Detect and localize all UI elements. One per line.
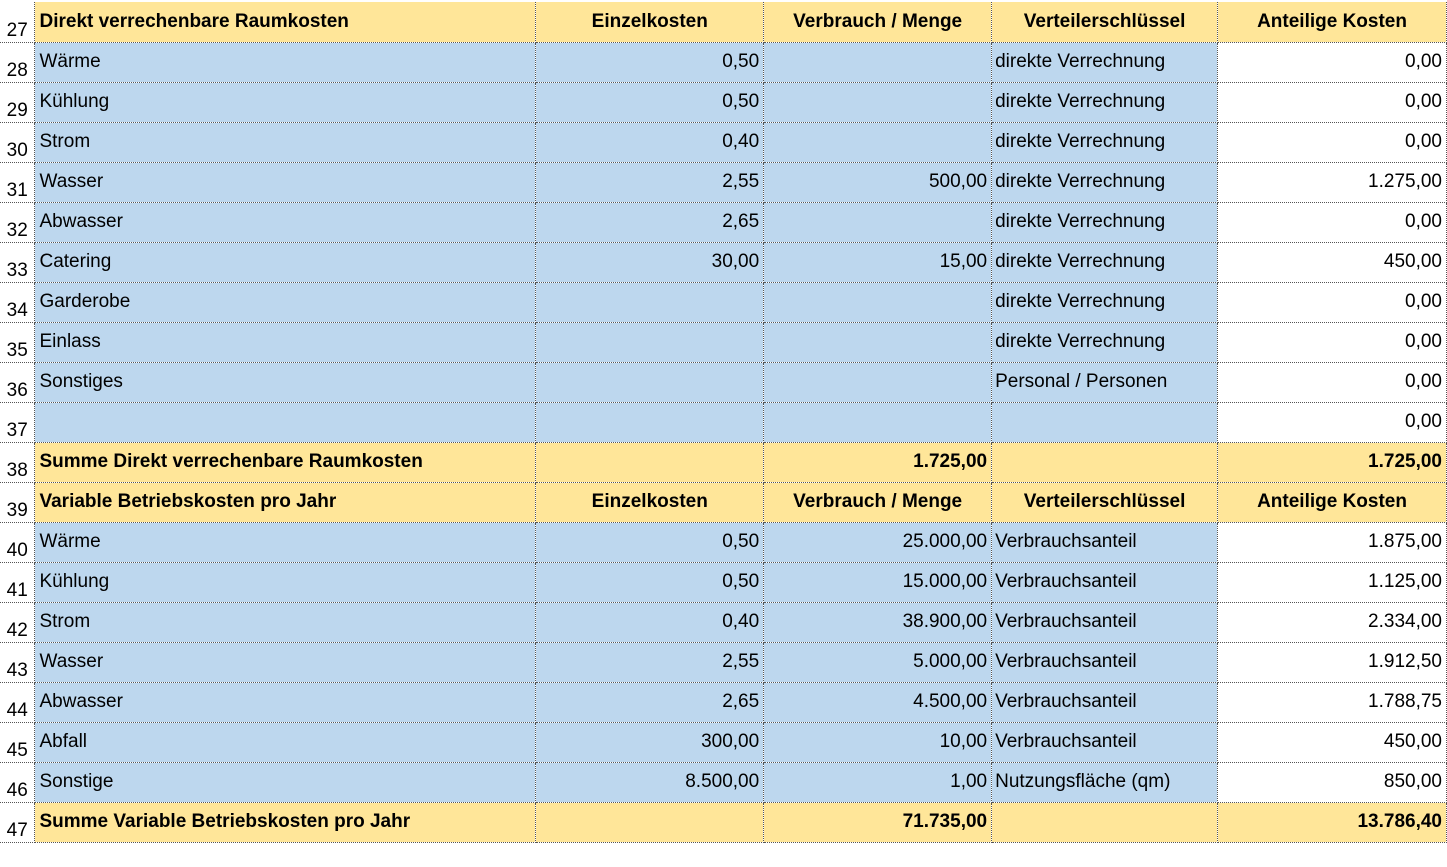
einzelkosten-cell[interactable]: [536, 282, 764, 322]
column-header-verbrauch-menge[interactable]: Verbrauch / Menge: [764, 2, 992, 42]
anteilige-kosten-cell[interactable]: 0,00: [1218, 362, 1447, 402]
table-row: [0, 362, 1447, 402]
column-header-verteilerschluessel[interactable]: Verteilerschlüssel: [992, 2, 1218, 42]
einzelkosten-cell[interactable]: 30,00: [536, 242, 764, 282]
row-number[interactable]: 41: [0, 562, 35, 602]
verbrauch-menge-cell[interactable]: 500,00: [764, 162, 992, 202]
cost-table-body: [0, 2, 1447, 842]
anteilige-kosten-cell[interactable]: 0,00: [1218, 402, 1447, 442]
column-header-anteilige-kosten[interactable]: Anteilige Kosten: [1218, 2, 1447, 42]
sum-verbrauch-menge-cell[interactable]: 71.735,00: [764, 802, 992, 842]
cost-label-cell[interactable]: Strom: [35, 602, 536, 642]
sum-row: [0, 442, 1447, 482]
verbrauch-menge-cell[interactable]: [764, 362, 992, 402]
section-title-cell[interactable]: Variable Betriebskosten pro Jahr: [35, 482, 536, 522]
cost-table: [0, 2, 1447, 843]
verteilerschluessel-cell[interactable]: Verbrauchsanteil: [992, 722, 1218, 762]
anteilige-kosten-cell[interactable]: 0,00: [1218, 322, 1447, 362]
einzelkosten-cell[interactable]: 0,50: [536, 522, 764, 562]
verteilerschluessel-cell[interactable]: direkte Verrechnung: [992, 202, 1218, 242]
verbrauch-menge-cell[interactable]: 5.000,00: [764, 642, 992, 682]
einzelkosten-cell[interactable]: [536, 362, 764, 402]
anteilige-kosten-cell[interactable]: 0,00: [1218, 82, 1447, 122]
table-row: [0, 762, 1447, 802]
table-row: [0, 722, 1447, 762]
anteilige-kosten-cell[interactable]: 850,00: [1218, 762, 1447, 802]
cost-label-cell[interactable]: Sonstige: [35, 762, 536, 802]
row-number[interactable]: 35: [0, 322, 35, 362]
sum-label-cell[interactable]: Summe Direkt verrechenbare Raumkosten: [35, 442, 536, 482]
anteilige-kosten-cell[interactable]: 0,00: [1218, 122, 1447, 162]
table-row: [0, 562, 1447, 602]
verbrauch-menge-cell[interactable]: 15.000,00: [764, 562, 992, 602]
cost-label-cell[interactable]: Kühlung: [35, 82, 536, 122]
cost-label-cell[interactable]: Wärme: [35, 522, 536, 562]
verteilerschluessel-cell[interactable]: direkte Verrechnung: [992, 162, 1218, 202]
einzelkosten-cell[interactable]: 0,50: [536, 42, 764, 82]
verbrauch-menge-cell[interactable]: 4.500,00: [764, 682, 992, 722]
table-row: [0, 42, 1447, 82]
cost-label-cell[interactable]: Einlass: [35, 322, 536, 362]
anteilige-kosten-cell[interactable]: 2.334,00: [1218, 602, 1447, 642]
verbrauch-menge-cell[interactable]: 1,00: [764, 762, 992, 802]
cost-label-cell[interactable]: [35, 402, 536, 442]
verteilerschluessel-cell[interactable]: Verbrauchsanteil: [992, 682, 1218, 722]
anteilige-kosten-cell[interactable]: 1.912,50: [1218, 642, 1447, 682]
verbrauch-menge-cell[interactable]: 15,00: [764, 242, 992, 282]
table-row: [0, 122, 1447, 162]
empty-cell[interactable]: [536, 802, 764, 842]
section-header-row: [0, 2, 1447, 42]
row-number[interactable]: 38: [0, 442, 35, 482]
cost-label-cell[interactable]: Sonstiges: [35, 362, 536, 402]
row-number[interactable]: 45: [0, 722, 35, 762]
verteilerschluessel-cell[interactable]: Verbrauchsanteil: [992, 522, 1218, 562]
column-header-verteilerschluessel[interactable]: Verteilerschlüssel: [992, 482, 1218, 522]
row-number[interactable]: 42: [0, 602, 35, 642]
table-row: [0, 602, 1447, 642]
verbrauch-menge-cell[interactable]: [764, 122, 992, 162]
row-number[interactable]: 36: [0, 362, 35, 402]
verbrauch-menge-cell[interactable]: 38.900,00: [764, 602, 992, 642]
row-number[interactable]: 30: [0, 122, 35, 162]
row-number[interactable]: 33: [0, 242, 35, 282]
einzelkosten-cell[interactable]: 2,55: [536, 162, 764, 202]
verteilerschluessel-cell[interactable]: Personal / Personen: [992, 362, 1218, 402]
cost-label-cell[interactable]: Wasser: [35, 642, 536, 682]
section-header-row: [0, 482, 1447, 522]
verteilerschluessel-cell[interactable]: direkte Verrechnung: [992, 322, 1218, 362]
row-number[interactable]: 39: [0, 482, 35, 522]
column-header-einzelkosten[interactable]: Einzelkosten: [536, 2, 764, 42]
sum-label-cell[interactable]: Summe Variable Betriebskosten pro Jahr: [35, 802, 536, 842]
verbrauch-menge-cell[interactable]: [764, 42, 992, 82]
verbrauch-menge-cell[interactable]: [764, 322, 992, 362]
row-number[interactable]: 28: [0, 42, 35, 82]
column-header-anteilige-kosten[interactable]: Anteilige Kosten: [1218, 482, 1447, 522]
empty-cell[interactable]: [992, 442, 1218, 482]
verteilerschluessel-cell[interactable]: [992, 402, 1218, 442]
cost-label-cell[interactable]: Kühlung: [35, 562, 536, 602]
sum-anteilige-kosten-cell[interactable]: 1.725,00: [1218, 442, 1447, 482]
einzelkosten-cell[interactable]: 2,55: [536, 642, 764, 682]
anteilige-kosten-cell[interactable]: 450,00: [1218, 242, 1447, 282]
row-number[interactable]: 27: [0, 2, 35, 42]
verbrauch-menge-cell[interactable]: [764, 202, 992, 242]
verteilerschluessel-cell[interactable]: Verbrauchsanteil: [992, 602, 1218, 642]
cost-label-cell[interactable]: Wasser: [35, 162, 536, 202]
einzelkosten-cell[interactable]: 0,40: [536, 122, 764, 162]
cost-label-cell[interactable]: Abwasser: [35, 202, 536, 242]
row-number[interactable]: 47: [0, 802, 35, 842]
column-header-verbrauch-menge[interactable]: Verbrauch / Menge: [764, 482, 992, 522]
empty-cell[interactable]: [992, 802, 1218, 842]
sum-verbrauch-menge-cell[interactable]: 1.725,00: [764, 442, 992, 482]
row-number[interactable]: 29: [0, 82, 35, 122]
anteilige-kosten-cell[interactable]: 1.275,00: [1218, 162, 1447, 202]
column-header-einzelkosten[interactable]: Einzelkosten: [536, 482, 764, 522]
table-row: [0, 642, 1447, 682]
table-row: [0, 242, 1447, 282]
cost-label-cell[interactable]: Abwasser: [35, 682, 536, 722]
einzelkosten-cell[interactable]: 0,40: [536, 602, 764, 642]
einzelkosten-cell[interactable]: 0,50: [536, 562, 764, 602]
row-number[interactable]: 37: [0, 402, 35, 442]
anteilige-kosten-cell[interactable]: 1.125,00: [1218, 562, 1447, 602]
einzelkosten-cell[interactable]: 300,00: [536, 722, 764, 762]
row-number[interactable]: 43: [0, 642, 35, 682]
table-row: [0, 682, 1447, 722]
anteilige-kosten-cell[interactable]: 0,00: [1218, 282, 1447, 322]
anteilige-kosten-cell[interactable]: 450,00: [1218, 722, 1447, 762]
cost-label-cell[interactable]: Garderobe: [35, 282, 536, 322]
cost-label-cell[interactable]: Strom: [35, 122, 536, 162]
cost-label-cell[interactable]: Catering: [35, 242, 536, 282]
row-number[interactable]: 32: [0, 202, 35, 242]
verteilerschluessel-cell[interactable]: direkte Verrechnung: [992, 82, 1218, 122]
verteilerschluessel-cell[interactable]: direkte Verrechnung: [992, 282, 1218, 322]
verbrauch-menge-cell[interactable]: [764, 402, 992, 442]
verteilerschluessel-cell[interactable]: Verbrauchsanteil: [992, 642, 1218, 682]
row-number[interactable]: 40: [0, 522, 35, 562]
verteilerschluessel-cell[interactable]: direkte Verrechnung: [992, 42, 1218, 82]
verteilerschluessel-cell[interactable]: direkte Verrechnung: [992, 122, 1218, 162]
sum-row: [0, 802, 1447, 842]
verbrauch-menge-cell[interactable]: [764, 282, 992, 322]
table-row: [0, 402, 1447, 442]
verteilerschluessel-cell[interactable]: Verbrauchsanteil: [992, 562, 1218, 602]
einzelkosten-cell[interactable]: 2,65: [536, 682, 764, 722]
anteilige-kosten-cell[interactable]: 1.788,75: [1218, 682, 1447, 722]
section-title-cell[interactable]: Direkt verrechenbare Raumkosten: [35, 2, 536, 42]
table-row: [0, 522, 1447, 562]
verteilerschluessel-cell[interactable]: Nutzungsfläche (qm): [992, 762, 1218, 802]
table-row: [0, 202, 1447, 242]
cost-label-cell[interactable]: Abfall: [35, 722, 536, 762]
anteilige-kosten-cell[interactable]: 1.875,00: [1218, 522, 1447, 562]
cost-label-cell[interactable]: Wärme: [35, 42, 536, 82]
einzelkosten-cell[interactable]: 2,65: [536, 202, 764, 242]
einzelkosten-cell[interactable]: [536, 402, 764, 442]
table-row: [0, 282, 1447, 322]
sum-anteilige-kosten-cell[interactable]: 13.786,40: [1218, 802, 1447, 842]
row-number[interactable]: 44: [0, 682, 35, 722]
row-number[interactable]: 34: [0, 282, 35, 322]
verbrauch-menge-cell[interactable]: [764, 82, 992, 122]
einzelkosten-cell[interactable]: [536, 322, 764, 362]
verbrauch-menge-cell[interactable]: 10,00: [764, 722, 992, 762]
row-number[interactable]: 46: [0, 762, 35, 802]
anteilige-kosten-cell[interactable]: 0,00: [1218, 42, 1447, 82]
einzelkosten-cell[interactable]: 0,50: [536, 82, 764, 122]
table-row: [0, 162, 1447, 202]
anteilige-kosten-cell[interactable]: 0,00: [1218, 202, 1447, 242]
table-row: [0, 82, 1447, 122]
verteilerschluessel-cell[interactable]: direkte Verrechnung: [992, 242, 1218, 282]
einzelkosten-cell[interactable]: 8.500,00: [536, 762, 764, 802]
row-number[interactable]: 31: [0, 162, 35, 202]
table-row: [0, 322, 1447, 362]
empty-cell[interactable]: [536, 442, 764, 482]
verbrauch-menge-cell[interactable]: 25.000,00: [764, 522, 992, 562]
